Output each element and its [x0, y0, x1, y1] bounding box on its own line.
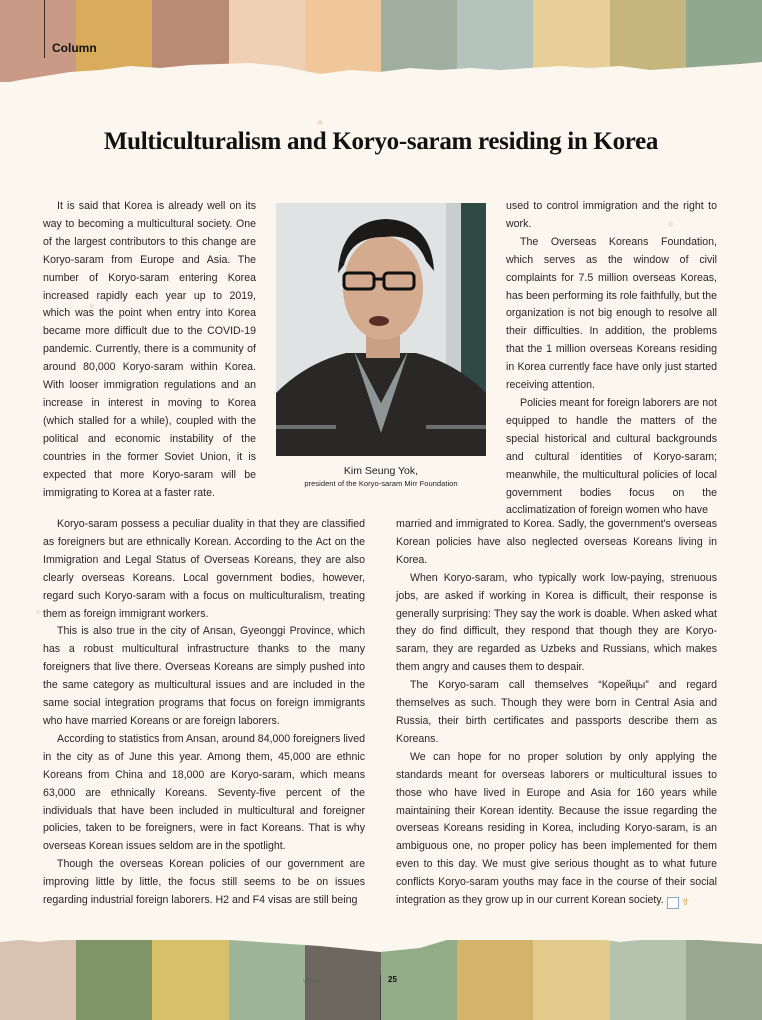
paragraph-text: We can hope for no proper solution by only applying the standards meant for overseas laborers or multicultural issues to those who have lived in Europe and Asia for 160 years while maintaining their Korean identity. Because the issue regarding the overseas Koreans residing in Korea, including Koryo-saram, is an ambiguous one, no proper policy has been implemented for them even to this day. We must give serious thought as to what future conflicts Koryo-saram youths may face in the course of their social integration as they grow up in our current Korean society.: [396, 750, 717, 907]
paragraph: [396, 749, 717, 910]
portrait-photo: [276, 203, 486, 456]
article-title: Multiculturalism and Koryo-saram residing in Korea: [103, 128, 659, 155]
page-number: 25: [388, 975, 397, 984]
torn-paper-edge-top: [0, 58, 762, 98]
caption-role: president of the Koryo-saram Mirr Foundation: [304, 479, 458, 488]
paragraph: The Koryo-saram call themselves “Корейцы” and regard themselves as such. Though they were born in Central Asia and Russia, their birth certificates and passports describe them as Koreans.: [396, 679, 717, 745]
paragraph: This is also true in the city of Ansan, Gyeonggi Province, which has a robust multicultural infrastructure thanks to the many foreigners that live there. Overseas Koreans are simply pushed into the same category as multicultural issues and are included in the same social integration programs that focus on foreign immigrants who have married Koreans or are foreign laborers.: [43, 625, 365, 727]
paragraph: The Overseas Koreans Foundation, which serves as the window of civil complaints for 7.5 million overseas Koreas, has been performing its role faithfully, but the organization is not big enough to resolve all their difficulties. In addition, the problems that the 1 million overseas Koreans residing in Korea currently face have only just started receiving attention.: [506, 235, 717, 392]
paragraph: Koryo-saram possess a peculiar duality in that they are classified as foreigners but are ethnically Korean. According to the Act on the Immigration and Legal Status of Overseas Koreans, they are also clearly overseas Koreans. Local government bodies, however, regard such Koryo-saram with a focus on multiculturalism, treating them as foreign immigrant workers.: [43, 518, 365, 620]
article-column-right-wide: [396, 516, 717, 910]
end-mark-icon: 장: [667, 897, 679, 909]
paragraph: Policies meant for foreign laborers are not equipped to handle the matters of the special historical and cultural backgrounds and cultural identities of Koryo-saram; meanwhile, the multicultural policies of local government bodies focus on the acclimatization of foreign women who have: [506, 396, 717, 517]
photo-caption: [276, 464, 486, 489]
paragraph-continuation: used to control immigration and the right to work.: [506, 200, 717, 230]
article-column-3: [506, 198, 717, 520]
section-label: Column: [52, 41, 97, 55]
paragraph-continuation: married and immigrated to Korea. Sadly, the government's overseas Korean policies have also neglected overseas Koreans living in Korea.: [396, 518, 717, 566]
paragraph: When Koryo-saram, who typically work low-paying, strenuous jobs, are asked if working in Korea is difficult, their response is generally surprising: They say the work is doable. When asked what they do find difficult, they respond that though they are Koryo-saram, they are regarded as Uzbeks and Russians, which makes them angry and causes them to despair.: [396, 571, 717, 674]
article-column-left-wide: [43, 516, 365, 910]
portrait-illustration: [276, 203, 486, 456]
article-column-1: [43, 198, 256, 502]
paragraph: It is said that Korea is already well on its way to becoming a multicultural society. One of the largest contributors to this change are Koryo-saram from Europe and Asia. The number of Koryo-saram entering Korea increased rapidly each year up to 2019, which was the point when entry into Korea became more difficult due to the COVID-19 pandemic. Currently, there is a community of around 80,000 Koryo-saram within Korea. With looser immigration regulations and an increase in interest in moving to Korea (which stalled for a while), coupled with the political and economic instability of the countries in the former Soviet Union, it is expected that more Koryo-saram will be immigrating to Korea at a faster rate.: [43, 200, 256, 499]
paragraph: Though the overseas Korean policies of our government are improving little by little, the focus still seems to be on issues regarding industrial foreign laborers. H2 and F4 visas are still being: [43, 858, 365, 907]
caption-name: Kim Seung Yok,: [343, 465, 419, 477]
footer-rule: [380, 975, 381, 1020]
torn-paper-edge-bottom: [0, 928, 762, 968]
column-rule: [44, 0, 45, 58]
paragraph: According to statistics from Ansan, around 84,000 foreigners lived in the city as of June this year. Among them, 45,000 are ethnic Koreans from China and 18,000 are Koryo-saram, which means 63,000 are ethnically Koreans. Seventy-five percent of the individuals that have been included in multicultural and foreigner policies, taken to be foreigners, were in fact Koreans. That is why overseas Korean issues seldom are in the spotlight.: [43, 732, 365, 853]
footer-url: www.: [303, 976, 323, 985]
